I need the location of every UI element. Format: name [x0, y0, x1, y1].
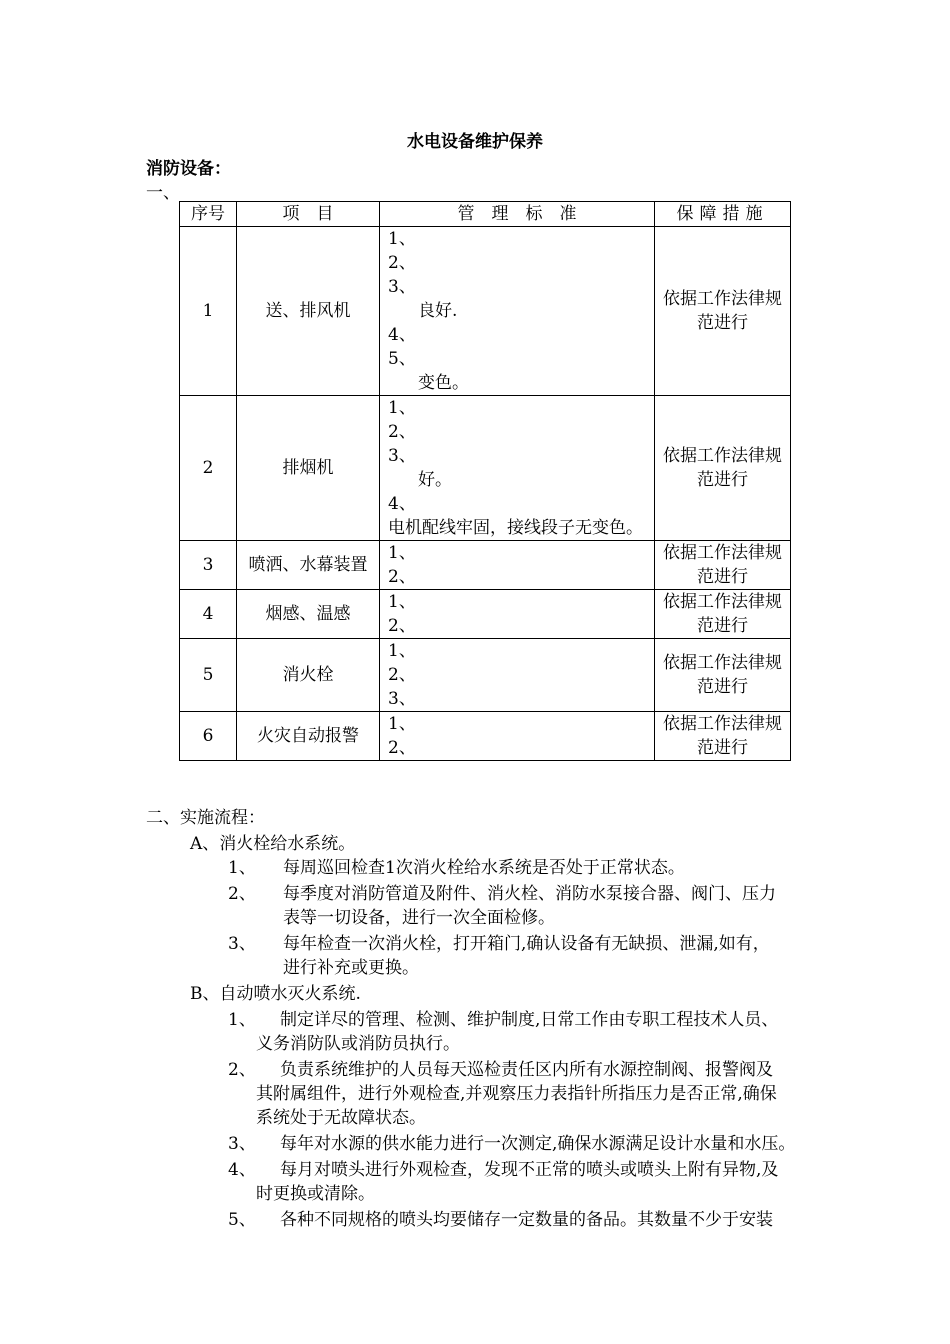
subsection-b-label: B、自动喷水灭火系统.	[190, 984, 361, 1004]
standard-line: 3、	[388, 277, 416, 297]
section-subheading: 消防设备：	[146, 159, 231, 179]
b-item-text: 系统处于无故障状态。	[256, 1108, 426, 1128]
row-measure: 依据工作法律规范进行	[655, 227, 791, 396]
row-item: 消火栓	[237, 639, 380, 712]
row-no: 6	[180, 712, 237, 761]
standard-line: 2、	[388, 253, 416, 273]
b-item-text: 各种不同规格的喷头均要储存一定数量的备品。其数量不少于安装	[280, 1210, 773, 1230]
standard-line: 3、	[388, 446, 416, 466]
standard-line: 2、	[388, 616, 416, 636]
section2-heading: 二、实施流程：	[146, 808, 265, 828]
row-measure: 依据工作法律规范进行	[655, 712, 791, 761]
row-no: 4	[180, 590, 237, 639]
standard-line: 2、	[388, 422, 416, 442]
b-item-num: 2、	[228, 1060, 256, 1080]
header-no: 序号	[180, 202, 237, 227]
standard-line: 1、	[388, 543, 416, 563]
row-no: 3	[180, 541, 237, 590]
standard-line: 良好.	[418, 301, 458, 321]
document-title: 水电设备维护保养	[407, 132, 543, 152]
table-row	[180, 590, 791, 639]
b-item-text: 制定详尽的管理、检测、维护制度,日常工作由专职工程技术人员、	[280, 1010, 779, 1030]
row-item: 送、排风机	[237, 227, 380, 396]
table-row	[180, 639, 791, 712]
a-item-num: 3、	[228, 934, 256, 954]
a-item-text: 每季度对消防管道及附件、消火栓、消防水泵接合器、阀门、压力	[283, 884, 776, 904]
row-item: 烟感、温感	[237, 590, 380, 639]
b-item-num: 4、	[228, 1160, 256, 1180]
standard-line: 2、	[388, 567, 416, 587]
standard-line: 1、	[388, 592, 416, 612]
header-standard: 管 理 标 准	[380, 202, 655, 227]
row-no: 2	[180, 396, 237, 541]
b-item-text: 每月对喷头进行外观检查，发现不正常的喷头或喷头上附有异物,及	[280, 1160, 779, 1180]
row-standards	[380, 541, 655, 590]
row-item: 火灾自动报警	[237, 712, 380, 761]
standard-line: 1、	[388, 714, 416, 734]
b-item-text: 义务消防队或消防员执行。	[256, 1034, 460, 1054]
standard-line: 1、	[388, 398, 416, 418]
b-item-num: 3、	[228, 1134, 256, 1154]
standard-line: 2、	[388, 665, 416, 685]
table-row	[180, 227, 791, 396]
row-standards	[380, 639, 655, 712]
a-item-text: 每周巡回检查1次消火栓给水系统是否处于正常状态。	[283, 858, 685, 878]
a-item-text: 进行补充或更换。	[283, 958, 419, 978]
row-measure: 依据工作法律规范进行	[655, 590, 791, 639]
table-header-row	[180, 202, 791, 227]
row-item: 喷洒、水幕装置	[237, 541, 380, 590]
a-item-num: 1、	[228, 858, 256, 878]
b-item-text: 负责系统维护的人员每天巡检责任区内所有水源控制阀、报警阀及	[280, 1060, 773, 1080]
standard-line: 电机配线牢固，接线段子无变色。	[388, 518, 643, 538]
header-item: 项 目	[237, 202, 380, 227]
b-item-num: 5、	[228, 1210, 256, 1230]
row-standards	[380, 227, 655, 396]
table-row	[180, 541, 791, 590]
row-item: 排烟机	[237, 396, 380, 541]
row-measure: 依据工作法律规范进行	[655, 541, 791, 590]
row-standards	[380, 590, 655, 639]
b-item-text: 每年对水源的供水能力进行一次测定,确保水源满足设计水量和水压。	[280, 1134, 796, 1154]
row-standards	[380, 712, 655, 761]
subsection-a-label: A、消火栓给水系统。	[190, 834, 356, 854]
standard-line: 5、	[388, 349, 416, 369]
row-measure: 依据工作法律规范进行	[655, 396, 791, 541]
row-standards	[380, 396, 655, 541]
row-no: 1	[180, 227, 237, 396]
standard-line: 4、	[388, 494, 416, 514]
row-measure: 依据工作法律规范进行	[655, 639, 791, 712]
a-item-num: 2、	[228, 884, 256, 904]
table-row	[180, 396, 791, 541]
standard-line: 2、	[388, 738, 416, 758]
a-item-text: 表等一切设备，进行一次全面检修。	[283, 908, 555, 928]
equipment-table	[179, 201, 791, 761]
standard-line: 1、	[388, 641, 416, 661]
standard-line: 变色。	[418, 373, 469, 393]
b-item-num: 1、	[228, 1010, 256, 1030]
b-item-text: 其附属组件，进行外观检查,并观察压力表指针所指压力是否正常,确保	[256, 1084, 777, 1104]
standard-line: 4、	[388, 325, 416, 345]
row-no: 5	[180, 639, 237, 712]
table-row	[180, 712, 791, 761]
standard-line: 3、	[388, 689, 416, 709]
section1-marker: 一、	[146, 183, 180, 203]
a-item-text: 每年检查一次消火栓，打开箱门,确认设备有无缺损、泄漏,如有，	[283, 934, 770, 954]
b-item-text: 时更换或清除。	[256, 1184, 375, 1204]
header-measure: 保障措施	[655, 202, 791, 227]
standard-line: 1、	[388, 229, 416, 249]
standard-line: 好。	[418, 470, 452, 490]
